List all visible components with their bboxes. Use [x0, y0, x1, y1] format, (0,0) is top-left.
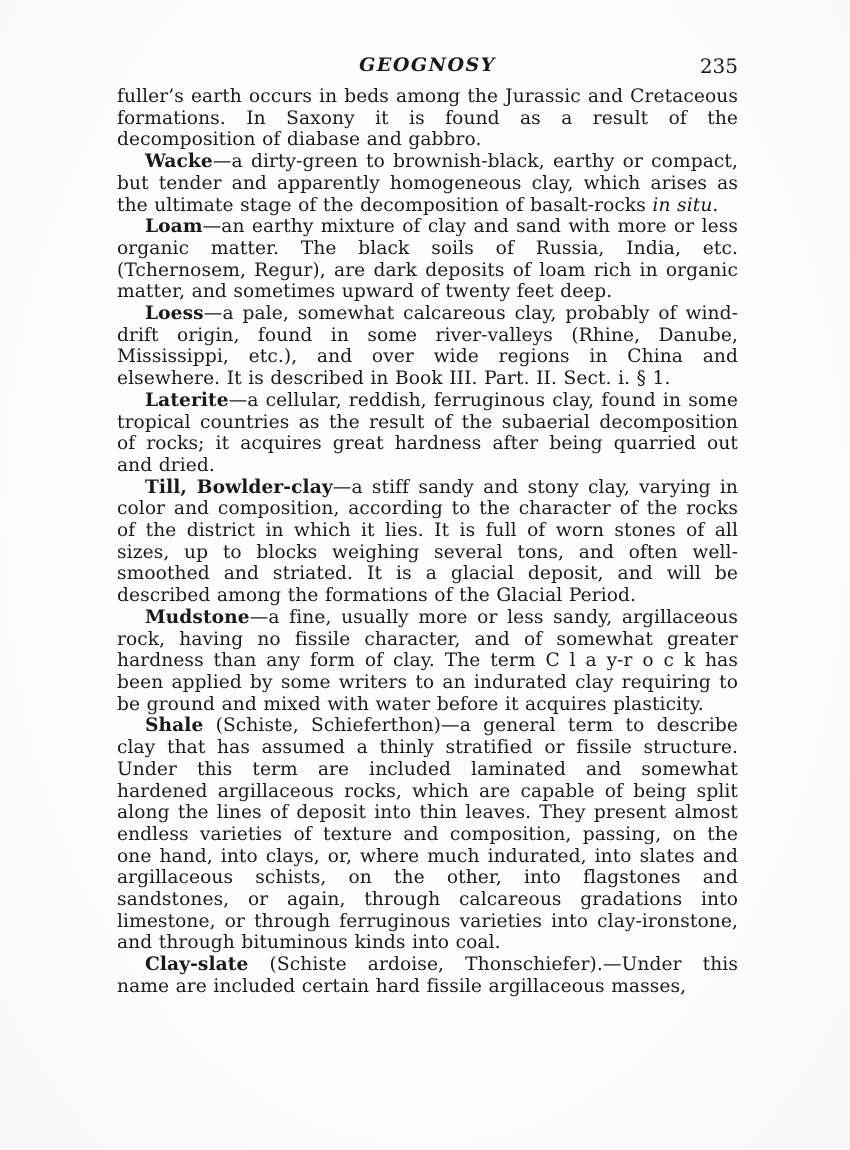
running-head [117, 54, 738, 80]
body-text: —a pale, somewhat calcareous clay, probably of wind-drift origin, found in some river-valleys (Rhine, Danube, Mississippi, etc.), and over wide regions in China and elsewhere. It is described in Book III. Part. II. Sect. i. § 1. [117, 303, 738, 390]
body-text: —an earthy mixture of clay and sand with more or less organic matter. The black soils of Russia, India, etc. (Tchernosem, Regur), are dark deposits of loam rich in organic matter, and sometimes upward of twenty feet deep. [117, 216, 738, 303]
page-title: GEOGNOSY [359, 54, 496, 76]
term-lead: Laterite [145, 389, 229, 411]
body-text: (Schiste ardoise, Thonschiefer).—Under this name are included certain hard fissile argillaceous masses, [117, 954, 738, 997]
para-laterite [117, 390, 738, 477]
body-text: —a stiff sandy and stony clay, varying in color and composition, according to the character of the rocks of the district in which it lies. It is full of worn stones of all sizes, up to blocks weighing several tons, and often well-smoothed and striated. It is a glacial deposit, and will be described among the formations of the Glacial Period. [117, 476, 739, 607]
para-mudstone [117, 607, 738, 716]
para-loam [117, 216, 738, 303]
term-lead: Shale [145, 715, 204, 737]
body-text: —a fine, usually more or less sandy, argillaceous rock, having no fissile character, and of somewhat greater hardness than any form of clay. The term C l a y-r o c k has been applied by some writers to an indurated clay requiring to be ground and mixed with water before it acquires plasticity. [117, 606, 738, 715]
para-wacke [117, 151, 738, 216]
para-till-bowlder-clay [117, 477, 738, 607]
para-fullers-earth [117, 86, 738, 151]
body-text: . [712, 194, 719, 216]
italic-text: in situ [652, 194, 713, 216]
para-shale [117, 715, 738, 954]
para-loess [117, 303, 738, 390]
page-number: 235 [699, 54, 738, 78]
page-body [117, 86, 738, 998]
para-clay-slate [117, 954, 738, 997]
body-text: —a cellular, reddish, ferruginous clay, found in some tropical countries as the result of the subaerial decomposition of rocks; it acquires great hardness after being quarried out and dried. [117, 389, 738, 476]
body-text: —a dirty-green to brownish-black, earthy or compact, but tender and apparently homogeneous clay, which arises as the ultimate stage of the decomposition of basalt-rocks [117, 151, 738, 216]
term-lead: Wacke [145, 151, 213, 173]
term-lead: Mudstone [145, 606, 250, 628]
term-lead: Loess [145, 303, 204, 325]
term-lead: Till, Bowlder-clay [145, 476, 333, 498]
body-text: (Schiste, Schieferthon)—a general term to describe clay that has assumed a thinly stratified or fissile structure. Under this term are included laminated and somewhat hardened argillaceous rocks, which are capable of being split along the lines of deposit into thin leaves. They present almost endless varieties of texture and composition, passing, on the one hand, into clays, or, where much indurated, into slates and argillaceous schists, on the other, into flagstones and sandstones, or again, through calcareous gradations into limestone, or through ferruginous varieties into clay-ironstone, and through bituminous kinds into coal. [117, 715, 738, 954]
term-lead: Clay-slate [145, 954, 249, 976]
term-lead: Loam [145, 216, 203, 238]
body-text: fuller’s earth occurs in beds among the Jurassic and Cretaceous formations. In Saxony it is found as a result of the decomposition of diabase and gabbro. [117, 86, 738, 151]
